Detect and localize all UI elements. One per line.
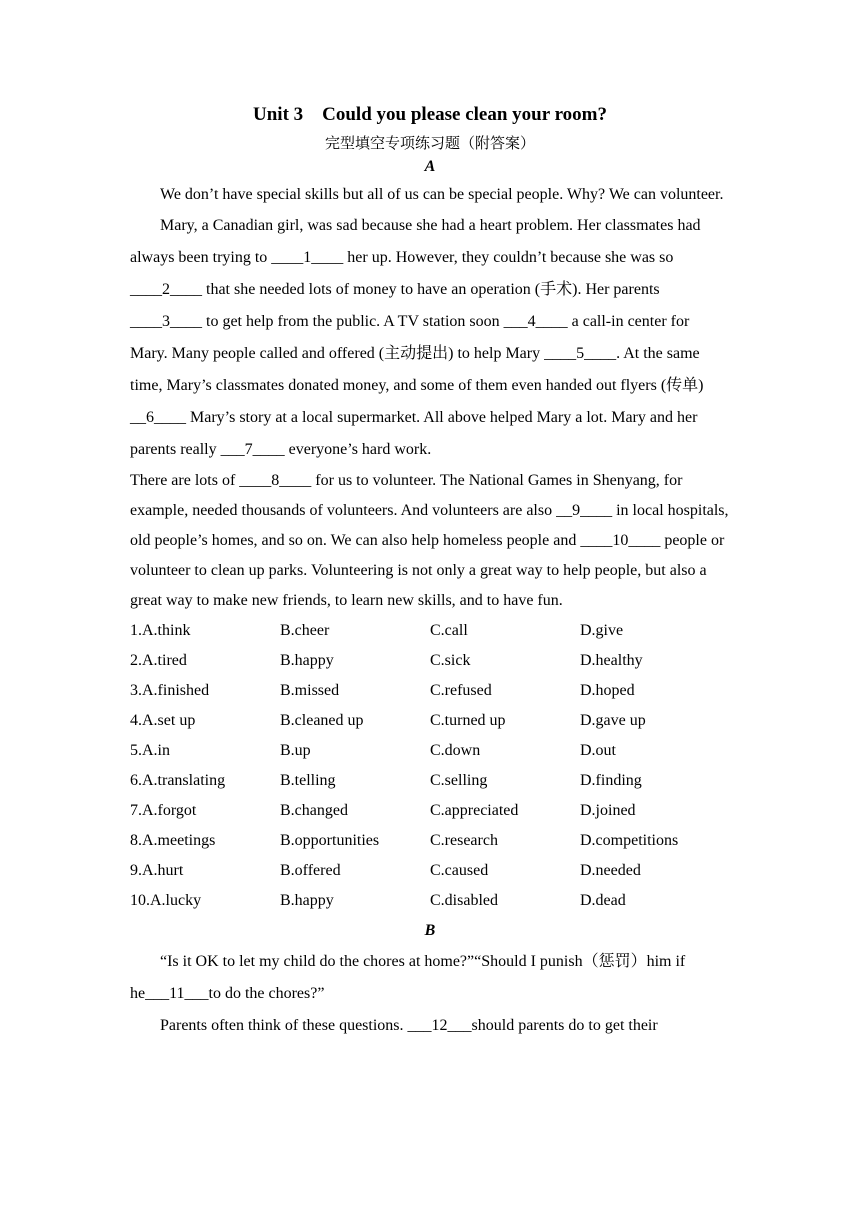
option-10-c: C.disabled (430, 892, 498, 909)
paragraph-b1: “Is it OK to let my child do the chores at home?”“Should I punish（惩罚）him if he___11___to do the chores?” (130, 953, 686, 1002)
option-9-a: 9.A.hurt (130, 862, 184, 879)
option-9-b: B.offered (280, 862, 341, 879)
paragraph-a3: There are lots of ____8____ for us to volunteer. The National Games in Shenyang, for example, needed thousands of volunteers. And volunteers are also __9____ in local hospitals, old people’s homes, and so on. We can also help homeless people and ____10____ people or volunteer to clean up parks. Volunteering is not only a great way to help people, but also a great way to make new friends, to learn new skills, and to have fun. (130, 472, 729, 609)
document-title: Unit 3 Could you please clean your room? (253, 104, 607, 125)
option-9-d: D.needed (580, 862, 641, 879)
section-b-label: B (424, 922, 436, 939)
option-3-b: B.missed (280, 682, 340, 699)
option-10-d: D.dead (580, 892, 626, 909)
document-subtitle: 完型填空专项练习题（附答案） (324, 134, 535, 152)
option-4-b: B.cleaned up (280, 712, 364, 729)
document-page (130, 100, 730, 1042)
option-6-a: 6.A.translating (130, 772, 226, 789)
option-row-6 (130, 766, 730, 796)
option-4-d: D.gave up (580, 712, 646, 729)
option-row-3 (130, 676, 730, 706)
option-5-a: 5.A.in (130, 742, 170, 759)
option-7-c: C.appreciated (430, 802, 519, 819)
option-10-a: 10.A.lucky (130, 892, 202, 909)
option-1-a: 1.A.think (130, 622, 191, 639)
option-2-c: C.sick (430, 652, 471, 669)
paragraph-a2: Mary, a Canadian girl, was sad because she had a heart problem. Her classmates had always been trying to ____1____ her up. However, they couldn’t because she was so ____2____ that she needed lots of money to have an operation (手术). Her parents ____3____ to get help from the public. A TV station soon ___4____ a call-in center for Mary. Many people called and offered (主动提出) to help Mary ____5____. At the same time, Mary’s classmates donated money, and some of them even handed out flyers (传单) __6____ Mary’s story at a local supermarket. All above helped Mary a lot. Mary and her parents really ___7____ everyone’s hard work. (130, 217, 704, 458)
option-5-c: C.down (430, 742, 481, 759)
option-8-c: C.research (430, 832, 498, 849)
option-7-a: 7.A.forgot (130, 802, 197, 819)
options-list-a (130, 616, 730, 916)
option-row-8 (130, 826, 730, 856)
option-4-c: C.turned up (430, 712, 506, 729)
option-2-a: 2.A.tired (130, 652, 187, 669)
option-6-d: D.finding (580, 772, 642, 789)
option-7-b: B.changed (280, 802, 348, 819)
option-6-c: C.selling (430, 772, 488, 789)
option-3-a: 3.A.finished (130, 682, 210, 699)
paragraph-b2: Parents often think of these questions. ___12___should parents do to get their (160, 1017, 658, 1034)
option-1-b: B.cheer (280, 622, 330, 639)
option-3-d: D.hoped (580, 682, 635, 699)
option-row-9 (130, 856, 730, 886)
option-row-10 (130, 886, 730, 916)
option-9-c: C.caused (430, 862, 489, 879)
option-2-b: B.happy (280, 652, 334, 669)
option-1-d: D.give (580, 622, 624, 639)
option-10-b: B.happy (280, 892, 334, 909)
option-row-2 (130, 646, 730, 676)
option-3-c: C.refused (430, 682, 492, 699)
option-2-d: D.healthy (580, 652, 643, 669)
option-6-b: B.telling (280, 772, 336, 789)
option-1-c: C.call (430, 622, 468, 639)
option-row-7 (130, 796, 730, 826)
option-7-d: D.joined (580, 802, 636, 819)
option-5-b: B.up (280, 742, 311, 759)
option-row-1 (130, 616, 730, 646)
paragraph-a1: We don’t have special skills but all of us can be special people. Why? We can volunteer. (160, 186, 724, 203)
option-8-b: B.opportunities (280, 832, 380, 849)
option-row-5 (130, 736, 730, 766)
option-row-4 (130, 706, 730, 736)
section-a-label: A (424, 158, 436, 175)
option-4-a: 4.A.set up (130, 712, 196, 729)
option-5-d: D.out (580, 742, 616, 759)
option-8-a: 8.A.meetings (130, 832, 216, 849)
option-8-d: D.competitions (580, 832, 679, 849)
